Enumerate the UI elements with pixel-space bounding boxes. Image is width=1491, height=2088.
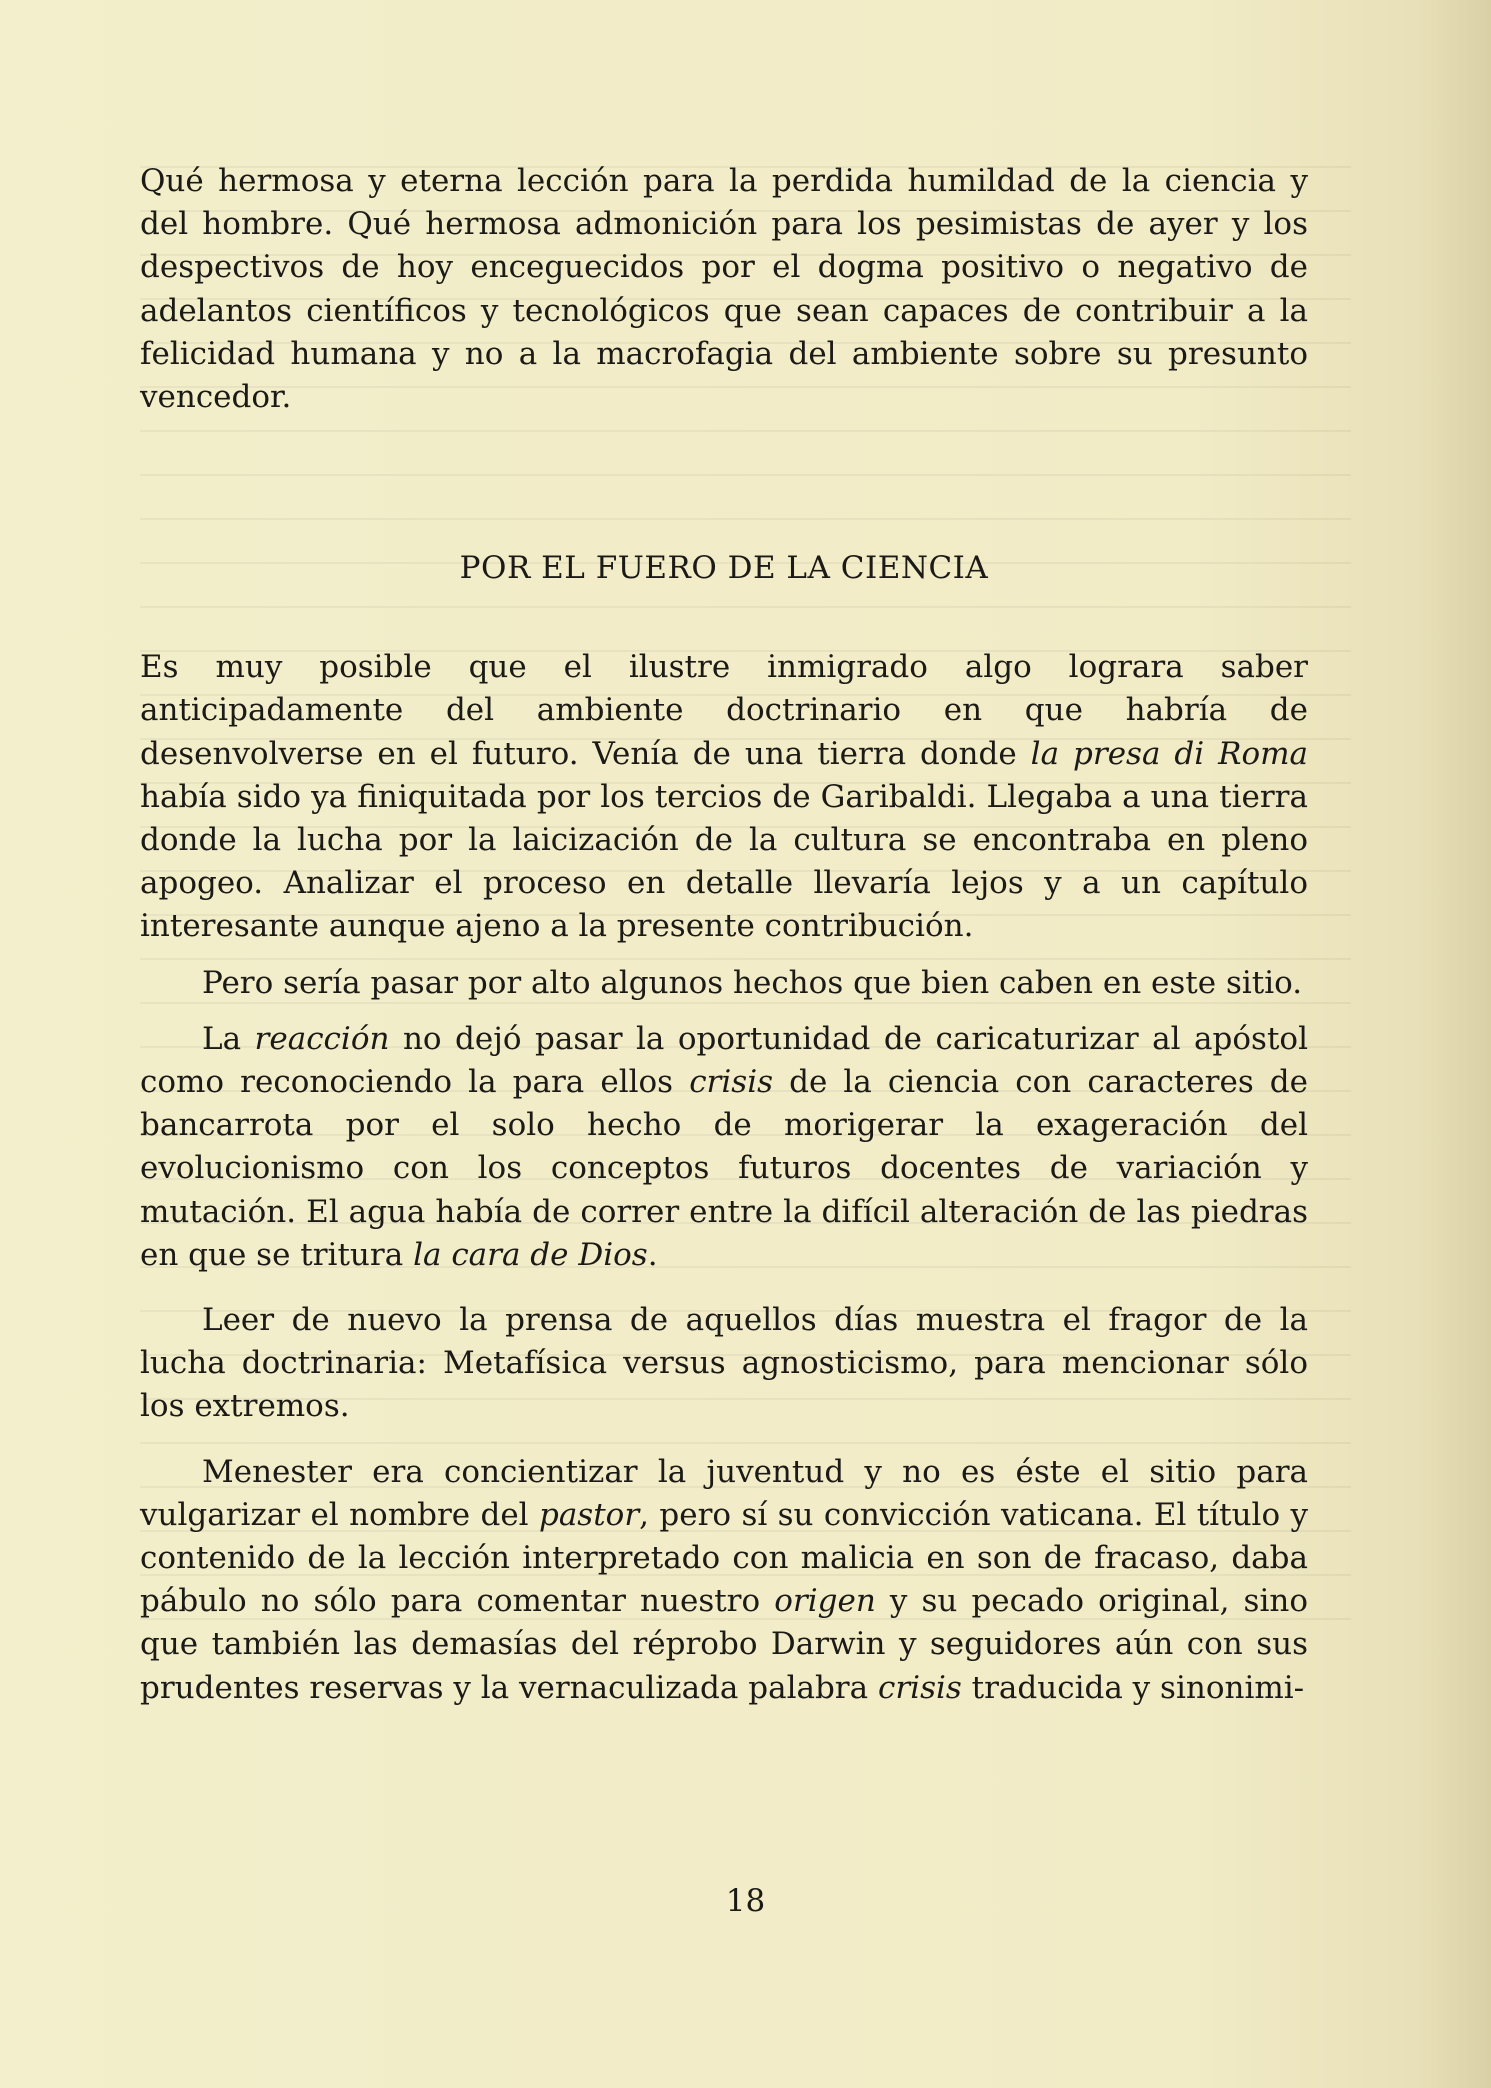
paragraph-4-italic-crisis: crisis (689, 1064, 774, 1101)
paragraph-6-text-c: , pero sí su convicción vaticana. El título y contenido de la lección interpretado con malicia en son de fracaso, daba pábulo no sólo para comentar nuestro (140, 1496, 1309, 1620)
section-heading: POR EL FUERO DE LA CIENCIA (459, 550, 989, 587)
paragraph-6-text-a: Menester era concientizar la juventud y no es éste el sitio para vulgarizar el nombre del (140, 1453, 1308, 1533)
paragraph-4-text-e: de la ciencia con caracteres de bancarrota por el solo hecho de morigerar la exageración del evolucionismo con los conceptos futuros docentes de variación y mutación. El agua había de correr entre la difícil alteración de las piedras en que se tritura (140, 1064, 1308, 1273)
paragraph-3: Pero sería pasar por alto algunos hechos que bien caben en este sitio. (202, 964, 1303, 1001)
page-body (140, 160, 1308, 1710)
paragraph-6-text-g: traducida y sinonimi- (961, 1669, 1305, 1706)
paragraph-2-text-a: Es muy posible que el ilustre inmigrado algo lograra saber anticipadamente del ambiente doctrinario en que habría de desenvolverse en el futuro. Venía de una tierra donde (140, 649, 1308, 772)
paragraph-4-text-c: no dejó pasar la oportunidad de caricaturizar al apóstol como reconociendo la para ellos (140, 1020, 1308, 1101)
page-number: 18 (725, 1883, 766, 1919)
paragraph-4-italic-reaccion: reacción (254, 1020, 390, 1057)
paragraph-2 (140, 646, 1308, 948)
paragraph-2-text-c: había sido ya finiquitada por los tercios de Garibaldi. Llegaba a una tierra donde la lucha por la laicización de la cultura se encontraba en pleno apogeo. Analizar el proceso en detalle llevaría lejos y a un capítulo interesante aunque ajeno a la presente contribución. (140, 778, 1308, 945)
paragraph-6-italic-crisis: crisis (877, 1669, 962, 1706)
paragraph-2-italic-presa-di-roma: la presa di Roma (1030, 735, 1308, 772)
paragraph-6-italic-origen: origen (774, 1583, 876, 1620)
paragraph-5: Leer de nuevo la prensa de aquellos días muestra el fragor de la lucha doctrinaria: Metafísica versus agnosticismo, para mencionar sólo los extremos. (140, 1302, 1308, 1425)
paragraph-4-italic-la-cara-de-dios: la cara de Dios (413, 1236, 648, 1273)
paragraph-6-text-e: y su pecado original, sino que también las demasías del réprobo Darwin y seguidores aún con sus prudentes reservas y la vernaculizada palabra (140, 1583, 1308, 1706)
paragraph-1: Qué hermosa y eterna lección para la perdida humildad de la ciencia y del hombre. Qué hermosa admonición para los pesimistas de ayer y los despectivos de hoy enceguecidos por el dogma positivo o negativo de adelantos científicos y tecnológicos que sean capaces de contribuir a la felicidad humana y no a la macrofagia del ambiente sobre su presunto vencedor. (140, 163, 1308, 416)
paragraph-4-text-g: . (647, 1236, 658, 1273)
paragraph-6 (140, 1451, 1308, 1710)
paragraph-4-text-a: La (202, 1020, 255, 1057)
paragraph-4 (140, 1018, 1308, 1277)
paragraph-6-italic-pastor: pastor (538, 1496, 640, 1533)
